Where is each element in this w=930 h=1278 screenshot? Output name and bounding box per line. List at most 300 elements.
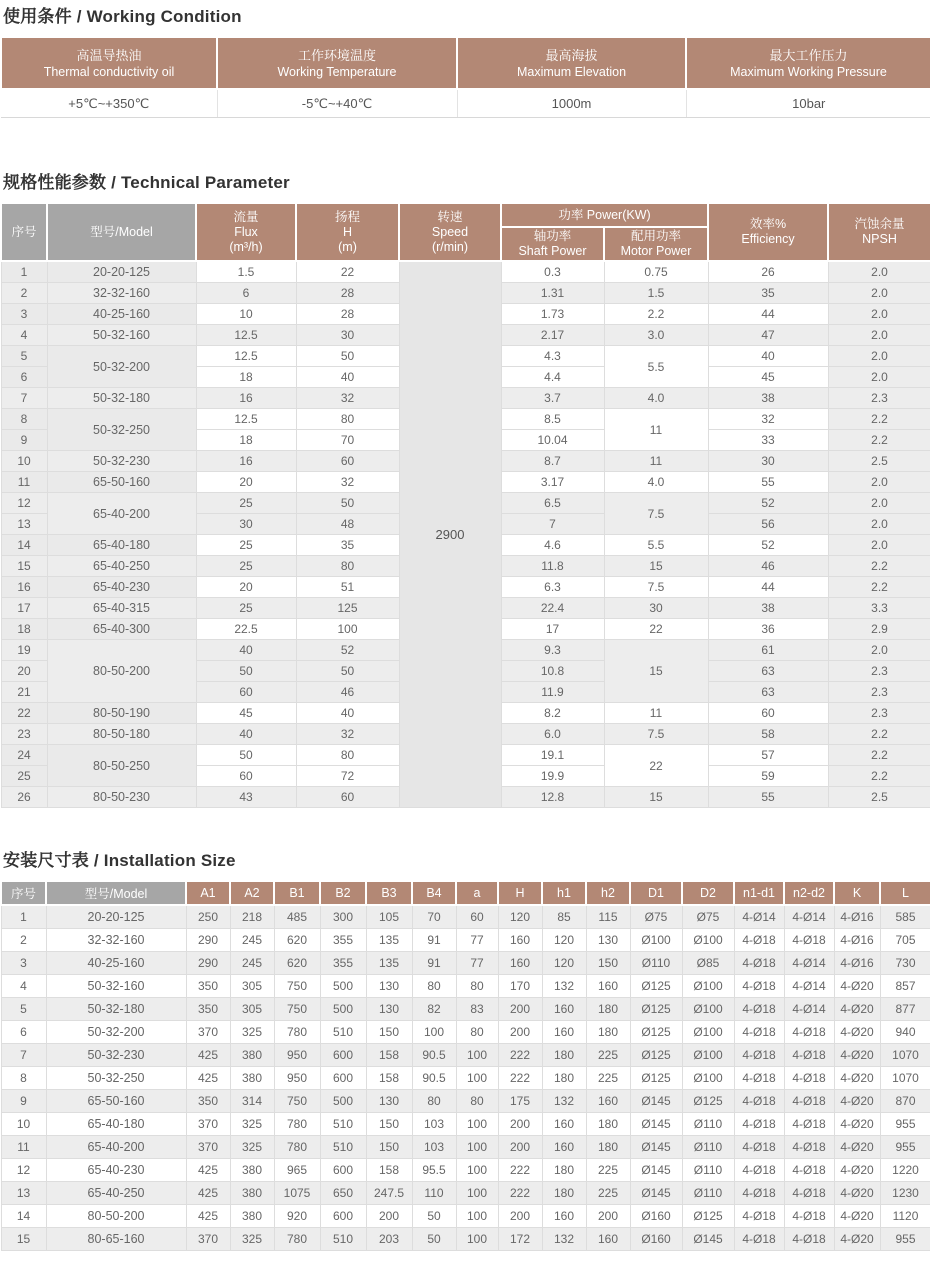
- n1-d1-cell: 4-Ø18: [734, 1182, 784, 1205]
- shaft-power-cell: 8.7: [501, 451, 604, 472]
- h1-cell: 160: [542, 1113, 586, 1136]
- head-cell: 46: [296, 682, 399, 703]
- serial-number-cell: 25: [1, 766, 47, 787]
- head-cell: 28: [296, 283, 399, 304]
- column-header-power-group: 功率 Power(KW): [501, 203, 708, 227]
- column-header-k: K: [834, 881, 880, 905]
- head-cell: 40: [296, 367, 399, 388]
- npsh-cell: 2.2: [828, 430, 930, 451]
- serial-number-cell: 23: [1, 724, 47, 745]
- b1-cell: 1075: [274, 1182, 320, 1205]
- d2-cell: Ø100: [682, 1067, 734, 1090]
- motor-power-cell: 1.5: [604, 283, 708, 304]
- serial-number-cell: 8: [1, 409, 47, 430]
- motor-power-cell: 4.0: [604, 388, 708, 409]
- npsh-cell: 2.0: [828, 304, 930, 325]
- efficiency-cell: 33: [708, 430, 828, 451]
- k-cell: 4-Ø20: [834, 1159, 880, 1182]
- flux-cell: 22.5: [196, 619, 296, 640]
- h1-cell: 160: [542, 998, 586, 1021]
- column-header-model: 型号/Model: [47, 203, 196, 261]
- serial-number-cell: 8: [1, 1067, 46, 1090]
- efficiency-cell: 44: [708, 304, 828, 325]
- model-cell: 80-50-200: [47, 640, 196, 703]
- b4-cell: 90.5: [412, 1044, 456, 1067]
- serial-number-cell: 20: [1, 661, 47, 682]
- b1-cell: 920: [274, 1205, 320, 1228]
- header-line: 效率%: [749, 217, 787, 231]
- d2-cell: Ø110: [682, 1182, 734, 1205]
- l-cell: 955: [880, 1113, 930, 1136]
- motor-power-cell: 4.0: [604, 472, 708, 493]
- d1-cell: Ø145: [630, 1113, 682, 1136]
- n2-d2-cell: 4-Ø18: [784, 1067, 834, 1090]
- serial-number-cell: 9: [1, 430, 47, 451]
- efficiency-cell: 61: [708, 640, 828, 661]
- serial-number-cell: 16: [1, 577, 47, 598]
- h-cell: 170: [498, 975, 542, 998]
- head-cell: 50: [296, 493, 399, 514]
- column-header-h: H: [498, 881, 542, 905]
- serial-number-cell: 11: [1, 472, 47, 493]
- b4-cell: 103: [412, 1136, 456, 1159]
- installation-table-row: [1, 1044, 930, 1067]
- d2-cell: Ø100: [682, 975, 734, 998]
- b2-cell: 500: [320, 1090, 366, 1113]
- a2-cell: 380: [230, 1205, 274, 1228]
- serial-number-cell: 4: [1, 325, 47, 346]
- b4-cell: 110: [412, 1182, 456, 1205]
- head-cell: 100: [296, 619, 399, 640]
- d2-cell: Ø85: [682, 952, 734, 975]
- d1-cell: Ø160: [630, 1205, 682, 1228]
- a1-cell: 425: [186, 1159, 230, 1182]
- npsh-cell: 2.2: [828, 766, 930, 787]
- header-line: 汽蚀余量: [854, 217, 905, 231]
- model-cell: 65-50-160: [47, 472, 196, 493]
- shaft-power-cell: 10.04: [501, 430, 604, 451]
- a2-cell: 325: [230, 1113, 274, 1136]
- d1-cell: Ø160: [630, 1228, 682, 1251]
- efficiency-cell: 32: [708, 409, 828, 430]
- column-header-flux: [196, 203, 296, 261]
- h2-cell: 225: [586, 1159, 630, 1182]
- k-cell: 4-Ø20: [834, 1067, 880, 1090]
- n2-d2-cell: 4-Ø18: [784, 1044, 834, 1067]
- n1-d1-cell: 4-Ø18: [734, 1090, 784, 1113]
- n2-d2-cell: 4-Ø18: [784, 1136, 834, 1159]
- h2-cell: 225: [586, 1182, 630, 1205]
- column-header-b1: B1: [274, 881, 320, 905]
- head-cell: 50: [296, 661, 399, 682]
- n1-d1-cell: 4-Ø18: [734, 1205, 784, 1228]
- model-cell: 80-50-200: [46, 1205, 186, 1228]
- motor-power-cell: 15: [604, 556, 708, 577]
- h-cell: 172: [498, 1228, 542, 1251]
- b3-cell: 203: [366, 1228, 412, 1251]
- b2-cell: 510: [320, 1021, 366, 1044]
- head-cell: 32: [296, 388, 399, 409]
- d2-cell: Ø100: [682, 1021, 734, 1044]
- motor-power-cell: 30: [604, 598, 708, 619]
- a-cell: 80: [456, 1090, 498, 1113]
- d1-cell: Ø145: [630, 1136, 682, 1159]
- column-header-l: L: [880, 881, 930, 905]
- motor-power-cell: 11: [604, 703, 708, 724]
- b1-cell: 965: [274, 1159, 320, 1182]
- flux-cell: 50: [196, 745, 296, 766]
- d1-cell: Ø145: [630, 1159, 682, 1182]
- n2-d2-cell: 4-Ø14: [784, 998, 834, 1021]
- column-header-a: a: [456, 881, 498, 905]
- b3-cell: 158: [366, 1044, 412, 1067]
- model-cell: 50-32-200: [47, 346, 196, 388]
- l-cell: 955: [880, 1228, 930, 1251]
- n1-d1-cell: 4-Ø18: [734, 1067, 784, 1090]
- head-cell: 70: [296, 430, 399, 451]
- technical-parameter-table: [0, 202, 930, 808]
- technical-table-body: [1, 261, 930, 808]
- a1-cell: 290: [186, 929, 230, 952]
- efficiency-cell: 63: [708, 682, 828, 703]
- l-cell: 877: [880, 998, 930, 1021]
- shaft-power-cell: 1.31: [501, 283, 604, 304]
- n1-d1-cell: 4-Ø18: [734, 929, 784, 952]
- h-cell: 120: [498, 905, 542, 929]
- model-cell: 80-65-160: [46, 1228, 186, 1251]
- npsh-cell: 2.2: [828, 724, 930, 745]
- h2-cell: 180: [586, 1021, 630, 1044]
- shaft-power-cell: 3.7: [501, 388, 604, 409]
- l-cell: 1230: [880, 1182, 930, 1205]
- flux-cell: 50: [196, 661, 296, 682]
- header-line: Speed: [431, 224, 469, 239]
- flux-cell: 12.5: [196, 325, 296, 346]
- working-condition-table: [0, 36, 930, 118]
- flux-cell: 12.5: [196, 409, 296, 430]
- k-cell: 4-Ø16: [834, 929, 880, 952]
- a-cell: 100: [456, 1182, 498, 1205]
- model-cell: 65-40-200: [46, 1136, 186, 1159]
- flux-cell: 60: [196, 766, 296, 787]
- thermal-oil-range-value: +5℃~+350℃: [1, 89, 217, 118]
- column-header-b4: B4: [412, 881, 456, 905]
- b2-cell: 510: [320, 1136, 366, 1159]
- column-header-b2: B2: [320, 881, 366, 905]
- a2-cell: 325: [230, 1136, 274, 1159]
- h1-cell: 120: [542, 929, 586, 952]
- h1-cell: 180: [542, 1182, 586, 1205]
- header-line: Efficiency: [741, 232, 795, 246]
- a1-cell: 370: [186, 1021, 230, 1044]
- header-line: (r/min): [431, 239, 469, 254]
- serial-number-cell: 18: [1, 619, 47, 640]
- d2-cell: Ø100: [682, 1044, 734, 1067]
- serial-number-cell: 12: [1, 1159, 46, 1182]
- shaft-power-cell: 4.6: [501, 535, 604, 556]
- d1-cell: Ø110: [630, 952, 682, 975]
- head-cell: 32: [296, 724, 399, 745]
- a2-cell: 218: [230, 905, 274, 929]
- d1-cell: Ø125: [630, 1044, 682, 1067]
- n1-d1-cell: 4-Ø18: [734, 1021, 784, 1044]
- installation-table-row: [1, 1067, 930, 1090]
- h2-cell: 225: [586, 1067, 630, 1090]
- column-header-speed: [399, 203, 501, 261]
- h2-cell: 150: [586, 952, 630, 975]
- model-cell: 80-50-250: [47, 745, 196, 787]
- npsh-cell: 2.0: [828, 261, 930, 283]
- serial-number-cell: 1: [1, 261, 47, 283]
- model-cell: 50-32-250: [47, 409, 196, 451]
- efficiency-cell: 47: [708, 325, 828, 346]
- motor-power-cell: 3.0: [604, 325, 708, 346]
- d1-cell: Ø125: [630, 975, 682, 998]
- npsh-cell: 3.3: [828, 598, 930, 619]
- b2-cell: 600: [320, 1067, 366, 1090]
- flux-cell: 12.5: [196, 346, 296, 367]
- npsh-cell: 2.2: [828, 577, 930, 598]
- h2-cell: 225: [586, 1044, 630, 1067]
- n1-d1-cell: 4-Ø14: [734, 905, 784, 929]
- working-condition-title: 使用条件 / Working Condition: [3, 7, 242, 26]
- b4-cell: 100: [412, 1021, 456, 1044]
- installation-table-body: [1, 905, 930, 1251]
- b3-cell: 135: [366, 952, 412, 975]
- h1-cell: 132: [542, 1228, 586, 1251]
- n1-d1-cell: 4-Ø18: [734, 1136, 784, 1159]
- efficiency-cell: 60: [708, 703, 828, 724]
- n2-d2-cell: 4-Ø18: [784, 1090, 834, 1113]
- a2-cell: 380: [230, 1182, 274, 1205]
- d1-cell: Ø75: [630, 905, 682, 929]
- h-cell: 200: [498, 1205, 542, 1228]
- model-cell: 65-40-180: [47, 535, 196, 556]
- maximum-elevation-value: 1000m: [457, 89, 686, 118]
- shaft-power-cell: 9.3: [501, 640, 604, 661]
- b3-cell: 200: [366, 1205, 412, 1228]
- b4-cell: 103: [412, 1113, 456, 1136]
- d1-cell: Ø125: [630, 1021, 682, 1044]
- efficiency-cell: 46: [708, 556, 828, 577]
- efficiency-cell: 57: [708, 745, 828, 766]
- b4-cell: 82: [412, 998, 456, 1021]
- serial-number-cell: 15: [1, 556, 47, 577]
- shaft-power-cell: 6.0: [501, 724, 604, 745]
- n1-d1-cell: 4-Ø18: [734, 1113, 784, 1136]
- h1-cell: 132: [542, 1090, 586, 1113]
- shaft-power-cell: 11.9: [501, 682, 604, 703]
- header-line: Shaft Power: [518, 244, 587, 258]
- efficiency-cell: 38: [708, 598, 828, 619]
- h2-cell: 180: [586, 998, 630, 1021]
- column-header-serial-number: 序号: [1, 203, 47, 261]
- flux-cell: 20: [196, 577, 296, 598]
- n2-d2-cell: 4-Ø18: [784, 1159, 834, 1182]
- d2-cell: Ø145: [682, 1228, 734, 1251]
- header-line: 流量: [233, 209, 259, 224]
- header-line: 配用功率: [630, 229, 681, 243]
- h1-cell: 180: [542, 1067, 586, 1090]
- installation-table-row: [1, 1205, 930, 1228]
- a2-cell: 380: [230, 1044, 274, 1067]
- b3-cell: 158: [366, 1067, 412, 1090]
- serial-number-cell: 22: [1, 703, 47, 724]
- serial-number-cell: 13: [1, 1182, 46, 1205]
- b4-cell: 50: [412, 1205, 456, 1228]
- flux-cell: 30: [196, 514, 296, 535]
- n2-d2-cell: 4-Ø14: [784, 975, 834, 998]
- b2-cell: 600: [320, 1205, 366, 1228]
- a-cell: 60: [456, 905, 498, 929]
- b2-cell: 600: [320, 1159, 366, 1182]
- column-header-shaft-power: [501, 227, 604, 261]
- head-cell: 40: [296, 703, 399, 724]
- column-header-maximum-elevation: [457, 37, 686, 89]
- d2-cell: Ø75: [682, 905, 734, 929]
- model-cell: 50-32-230: [47, 451, 196, 472]
- installation-table-row: [1, 1182, 930, 1205]
- a-cell: 100: [456, 1136, 498, 1159]
- h1-cell: 160: [542, 1136, 586, 1159]
- n2-d2-cell: 4-Ø18: [784, 1021, 834, 1044]
- l-cell: 940: [880, 1021, 930, 1044]
- n2-d2-cell: 4-Ø14: [784, 952, 834, 975]
- a-cell: 100: [456, 1044, 498, 1067]
- flux-cell: 16: [196, 388, 296, 409]
- efficiency-cell: 38: [708, 388, 828, 409]
- flux-cell: 43: [196, 787, 296, 808]
- npsh-cell: 2.2: [828, 556, 930, 577]
- column-header-d1: D1: [630, 881, 682, 905]
- model-cell: 80-50-190: [47, 703, 196, 724]
- model-cell: 50-32-250: [46, 1067, 186, 1090]
- serial-number-cell: 6: [1, 1021, 46, 1044]
- header-line: NPSH: [862, 232, 897, 246]
- shaft-power-cell: 6.3: [501, 577, 604, 598]
- shaft-power-cell: 0.3: [501, 261, 604, 283]
- b4-cell: 80: [412, 975, 456, 998]
- serial-number-cell: 3: [1, 952, 46, 975]
- model-cell: 20-20-125: [46, 905, 186, 929]
- shaft-power-cell: 2.17: [501, 325, 604, 346]
- npsh-cell: 2.2: [828, 409, 930, 430]
- column-header-model: 型号/Model: [46, 881, 186, 905]
- d2-cell: Ø125: [682, 1205, 734, 1228]
- flux-cell: 18: [196, 367, 296, 388]
- b1-cell: 485: [274, 905, 320, 929]
- h-cell: 200: [498, 1113, 542, 1136]
- k-cell: 4-Ø20: [834, 1044, 880, 1067]
- model-cell: 20-20-125: [47, 261, 196, 283]
- column-header-working-temperature: [217, 37, 457, 89]
- a-cell: 77: [456, 952, 498, 975]
- n2-d2-cell: 4-Ø18: [784, 1228, 834, 1251]
- n2-d2-cell: 4-Ø18: [784, 1113, 834, 1136]
- npsh-cell: 2.0: [828, 325, 930, 346]
- serial-number-cell: 7: [1, 388, 47, 409]
- h-cell: 175: [498, 1090, 542, 1113]
- a1-cell: 250: [186, 905, 230, 929]
- d1-cell: Ø100: [630, 929, 682, 952]
- model-cell: 32-32-160: [46, 929, 186, 952]
- motor-power-cell: 7.5: [604, 577, 708, 598]
- serial-number-cell: 6: [1, 367, 47, 388]
- shaft-power-cell: 1.73: [501, 304, 604, 325]
- flux-cell: 25: [196, 493, 296, 514]
- motor-power-cell: 11: [604, 409, 708, 451]
- shaft-power-cell: 10.8: [501, 661, 604, 682]
- a1-cell: 425: [186, 1182, 230, 1205]
- a2-cell: 380: [230, 1067, 274, 1090]
- d2-cell: Ø110: [682, 1113, 734, 1136]
- working-condition-header-row: [1, 37, 930, 89]
- header-label-en: Maximum Working Pressure: [730, 64, 887, 79]
- a1-cell: 370: [186, 1113, 230, 1136]
- a-cell: 83: [456, 998, 498, 1021]
- d2-cell: Ø100: [682, 998, 734, 1021]
- header-line: H: [342, 224, 353, 239]
- header-line: 转速: [437, 209, 463, 224]
- b2-cell: 510: [320, 1228, 366, 1251]
- b1-cell: 780: [274, 1136, 320, 1159]
- header-label-en: Thermal conductivity oil: [43, 64, 175, 79]
- serial-number-cell: 2: [1, 283, 47, 304]
- motor-power-cell: 2.2: [604, 304, 708, 325]
- shaft-power-cell: 8.5: [501, 409, 604, 430]
- b2-cell: 355: [320, 952, 366, 975]
- shaft-power-cell: 4.3: [501, 346, 604, 367]
- n1-d1-cell: 4-Ø18: [734, 952, 784, 975]
- npsh-cell: 2.0: [828, 283, 930, 304]
- a1-cell: 425: [186, 1044, 230, 1067]
- head-cell: 60: [296, 787, 399, 808]
- serial-number-cell: 24: [1, 745, 47, 766]
- model-cell: 65-40-250: [47, 556, 196, 577]
- model-cell: 80-50-180: [47, 724, 196, 745]
- h2-cell: 200: [586, 1205, 630, 1228]
- h1-cell: 180: [542, 1159, 586, 1182]
- b2-cell: 600: [320, 1044, 366, 1067]
- b3-cell: 130: [366, 975, 412, 998]
- serial-number-cell: 19: [1, 640, 47, 661]
- k-cell: 4-Ø20: [834, 1182, 880, 1205]
- b3-cell: 158: [366, 1159, 412, 1182]
- b3-cell: 150: [366, 1021, 412, 1044]
- model-cell: 50-32-160: [46, 975, 186, 998]
- model-cell: 65-40-300: [47, 619, 196, 640]
- a-cell: 100: [456, 1159, 498, 1182]
- b1-cell: 950: [274, 1044, 320, 1067]
- b3-cell: 247.5: [366, 1182, 412, 1205]
- serial-number-cell: 9: [1, 1090, 46, 1113]
- l-cell: 1070: [880, 1067, 930, 1090]
- h2-cell: 115: [586, 905, 630, 929]
- serial-number-cell: 14: [1, 1205, 46, 1228]
- h1-cell: 160: [542, 1021, 586, 1044]
- serial-number-cell: 15: [1, 1228, 46, 1251]
- h-cell: 200: [498, 998, 542, 1021]
- flux-cell: 6: [196, 283, 296, 304]
- efficiency-cell: 56: [708, 514, 828, 535]
- npsh-cell: 2.3: [828, 703, 930, 724]
- serial-number-cell: 2: [1, 929, 46, 952]
- installation-table-row: [1, 929, 930, 952]
- motor-power-cell: 7.5: [604, 724, 708, 745]
- header-line: 扬程: [334, 209, 360, 224]
- d1-cell: Ø145: [630, 1182, 682, 1205]
- header-line: Flux: [234, 224, 258, 239]
